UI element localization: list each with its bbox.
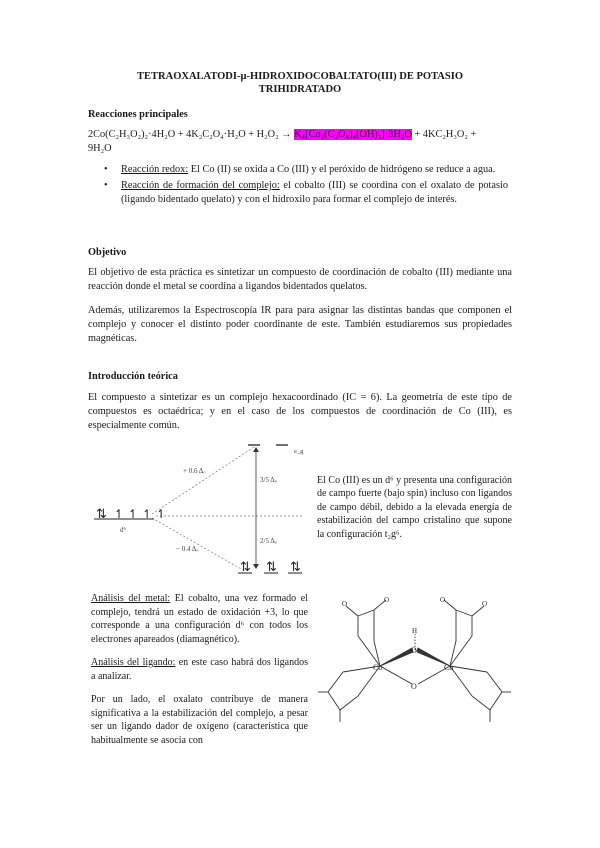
reaction-bullet-list [104, 163, 508, 206]
bullet-dot-icon: • [104, 179, 108, 191]
ligand-analysis-paragraph [91, 656, 308, 683]
hydroxide-hydrogen: H [412, 627, 418, 635]
upper-energy-label: + 0.6 Δₒ [183, 467, 206, 475]
intro-paragraph: El compuesto a sintetizar es un complejo hexacoordinado (IC = 6). La geometría de este tipo de compuestos es octaédrica; y en el caso de los compuestos de coordinación de Co (III), es especialmente común. [88, 392, 512, 432]
t2g-electron-pair-2: ⇅ [266, 559, 277, 574]
t2g-electron-pair-3: ⇅ [290, 559, 301, 574]
bullet-complex-label: Reacción de formación del complejo: [121, 179, 280, 191]
lower-energy-label: − 0.4 Δₒ [176, 545, 199, 553]
bullet-complex-text: el cobalto (III) se coordina con el oxalato de potasio (ligando bidentado quelato) y con el hidroxilo para formar el complejo de interés. [121, 179, 508, 205]
intro-heading: Introducción teórica [88, 371, 178, 382]
cobalt-atom-2: Co [444, 663, 454, 672]
complex-structure-diagram [318, 596, 512, 726]
bridging-oxygen-bottom: O [411, 682, 417, 691]
oxalate-oxygen: O [482, 600, 488, 608]
crystal-field-splitting-diagram [88, 438, 310, 580]
arrow-head-down-icon [253, 564, 259, 569]
oxalate-paragraph: Por un lado, el oxalato contribuye de manera significativa a la estabilización del complejo, a pesar ser un ligando dador de oxígeno (característica que habitualmente se asocia con [91, 694, 308, 746]
metal-analysis-label: Análisis del metal: [91, 593, 171, 604]
free-ion-electron-pair: ⇅ [96, 506, 107, 521]
objective-paragraph-2: Además, utilizaremos la Espectroscopía IR para para asignar las distintas bandas que componen el complejo y conocer el distinto poder coordinante de este. También estudiaremos sus propiedades magnéticas. [88, 305, 512, 345]
lower-dashed-line [152, 518, 243, 570]
bullet-redox [104, 163, 508, 177]
objective-heading: Objetivo [88, 247, 127, 258]
title-line-1: TETRAOXALATODI-µ-HIDROXIDOCOBALTATO(III) DE POTASIO [137, 71, 463, 82]
metal-analysis-paragraph [91, 592, 308, 646]
free-ion-single-electrons: ↿↿↿↿ [114, 507, 171, 521]
title-line-2: TRIHIDRATADO [258, 84, 342, 95]
t2g-electron-pair-1: ⇅ [240, 559, 251, 574]
oxalate-oxygen: O [440, 596, 446, 604]
bullet-dot-icon: • [104, 164, 108, 175]
reactions-heading: Reacciones principales [88, 109, 188, 120]
equation-byproducts: + 4KC₂H₃O₂ + [411, 129, 477, 140]
low-spin-explanation: El Co (III) es un d⁶ y presenta una configuración de campo fuerte (bajo spin) incluso con ligandos de campo débil, debido a la elevada energía de estabilización del campo cristalino que supone la configuración t₂g⁶. [317, 475, 512, 540]
structure-bonds [318, 600, 511, 722]
main-reaction-equation [88, 128, 508, 156]
bridging-oxygen-top: O [411, 646, 417, 655]
upper-dashed-line [152, 447, 254, 514]
upper-split-label: 3/5 Δₒ [260, 476, 277, 484]
ligand-analysis-text: en este caso habrá dos ligandos a analizar. [91, 657, 308, 682]
bullet-complex-formation [104, 179, 508, 207]
bullet-redox-label: Reacción redox: [121, 164, 189, 175]
d6-label: d⁶ [120, 526, 126, 534]
equation-reactants: 2Co(C₂H₃O₂)₂·4H₂O + 4K₂C₂O₄·H₂O + H₂O₂ → [88, 129, 295, 140]
equation-water: 9H₂O [88, 143, 112, 155]
ligand-analysis-label: Análisis del ligando: [91, 657, 176, 668]
metal-analysis-text: El cobalto, una vez formado el complejo, tendrá un estado de oxidación +3, lo que corresponde a una configuración d⁶ con todos los electrones apareados (diamagnético). [91, 593, 308, 645]
document-title [95, 70, 505, 96]
objective-paragraph-1: El objetivo de esta práctica es sintetizar un compuesto de coordinación de cobalto (III) mediante una reacción donde el metal se coordina a ligandos bidentados quelatos. [88, 267, 512, 293]
arrow-head-up-icon [253, 447, 259, 452]
lower-split-label: 2/5 Δₒ [260, 537, 277, 545]
oxalate-oxygen: O [342, 600, 348, 608]
equation-product-highlight: K₄[Co₂(C₂O₄)₄(OH)₂]·3H₂O [294, 129, 412, 140]
oxalate-oxygen: O [384, 596, 390, 604]
cobalt-atom-1: Co [373, 663, 383, 672]
bullet-redox-text: El Co (II) se oxida a Co (III) y el peróxido de hidrógeno se reduce a agua. [188, 164, 496, 175]
eg-label: e_g [294, 448, 304, 455]
